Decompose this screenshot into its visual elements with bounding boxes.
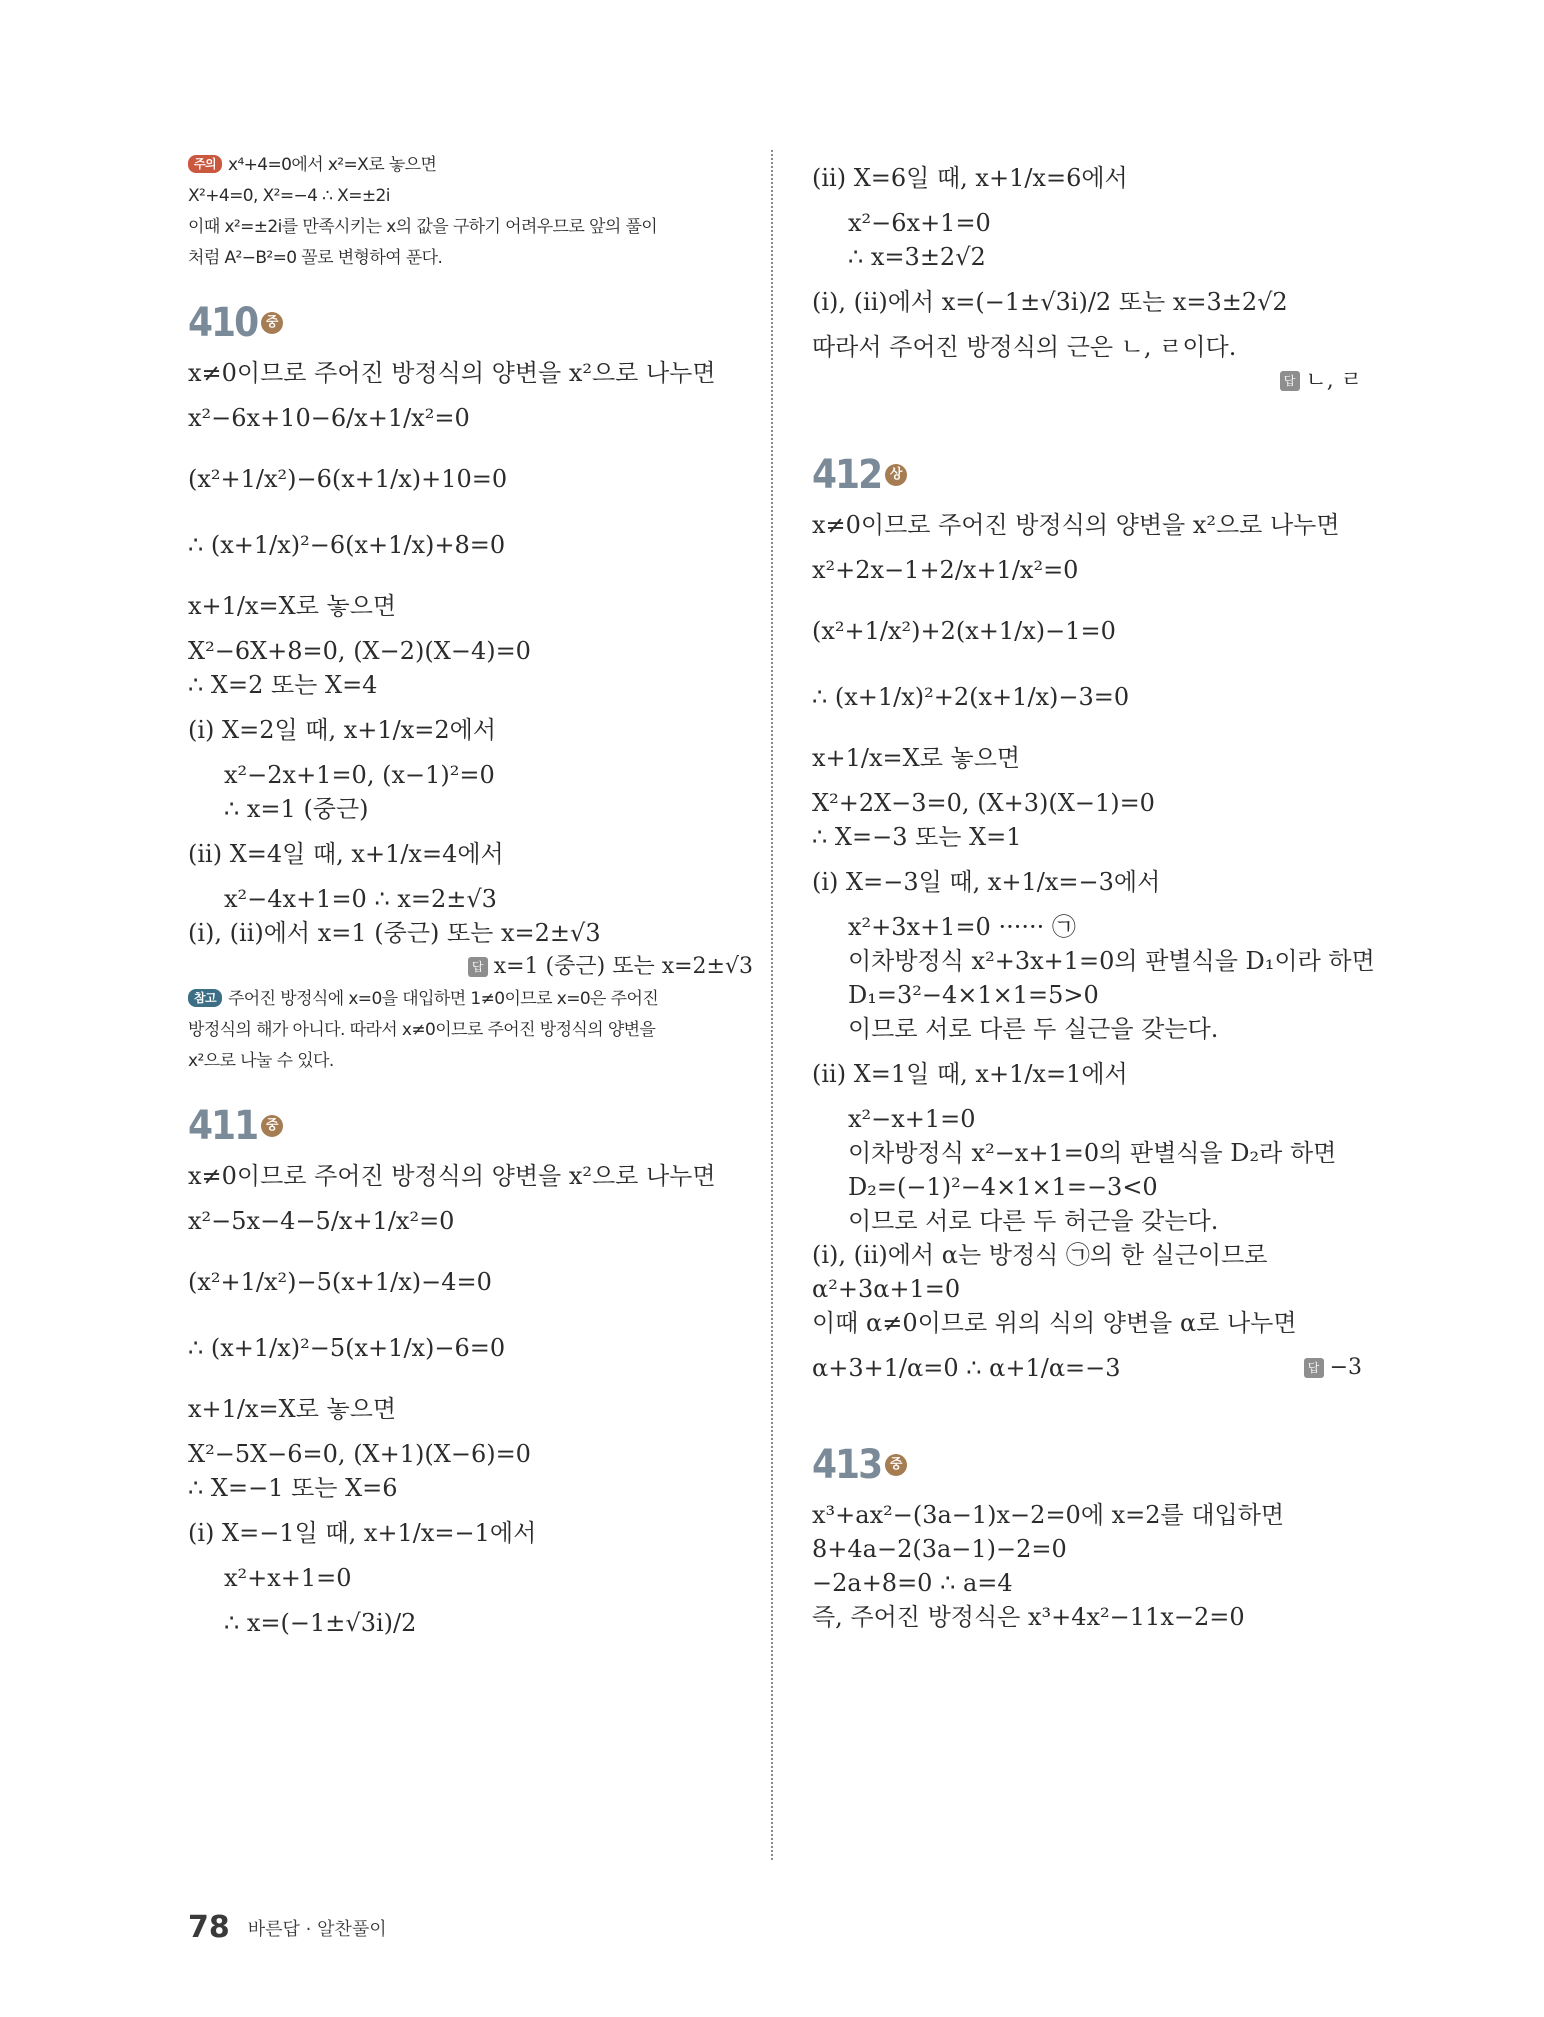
solution-line: (i), (ii)에서 x=1 (중근) 또는 x=2±√3 (188, 919, 601, 947)
solution-line: (i), (ii)에서 x=(−1±√3i)/2 또는 x=3±2√2 (812, 288, 1288, 316)
solution-line: 8+4a−2(3a−1)−2=0 (812, 1535, 1067, 1563)
solution-line: (i) X=−1일 때, x+1/x=−1에서 (188, 1519, 537, 1547)
solution-line: x²−2x+1=0, (x−1)²=0 (224, 761, 495, 789)
solution-line: D₁=3²−4×1×1=5>0 (848, 981, 1099, 1009)
problem-411-continued (812, 150, 1362, 398)
answer-411 (812, 364, 1362, 398)
solution-line: α²+3α+1=0 (812, 1275, 961, 1303)
solution-line: (i), (ii)에서 α는 방정식 ㉠의 한 실근이므로 (812, 1241, 1268, 1269)
solution-line: ∴ (x+1/x)²−5(x+1/x)−6=0 (188, 1334, 506, 1362)
problem-413-solution (812, 1498, 1362, 1634)
problem-410-header (188, 294, 753, 350)
page-footer (188, 1910, 387, 1945)
problem-411-header (188, 1097, 753, 1153)
solution-line: x²−6x+1=0 (848, 209, 991, 237)
problem-number: 412 (812, 451, 882, 498)
difficulty-badge: 중 (885, 1454, 907, 1476)
problem-number: 410 (188, 299, 258, 346)
solution-line: ∴ x=(−1±√3i)/2 (224, 1609, 417, 1637)
solution-line: α+3+1/α=0 ∴ α+1/α=−3 (812, 1354, 1121, 1382)
caution-line: 처럼 A²−B²=0 꼴로 변형하여 푼다. (188, 248, 443, 268)
reference-note (188, 984, 753, 1077)
solution-line: x²+x+1=0 (224, 1564, 352, 1592)
solution-line: x+1/x=X로 놓으면 (812, 744, 1021, 772)
solution-line: ∴ X=−3 또는 X=1 (812, 823, 1022, 851)
solution-line: (i) X=2일 때, x+1/x=2에서 (188, 716, 497, 744)
solution-line: (ii) X=1일 때, x+1/x=1에서 (812, 1060, 1128, 1088)
solution-line: 이차방정식 x²−x+1=0의 판별식을 D₂라 하면 (848, 1139, 1337, 1167)
problem-410-solution (188, 356, 753, 1077)
solution-line: x²+2x−1+2/x+1/x²=0 (812, 556, 1079, 584)
solution-line: 이차방정식 x²+3x+1=0의 판별식을 D₁이라 하면 (848, 947, 1375, 975)
solution-line: 이때 α≠0이므로 위의 식의 양변을 α로 나누면 (812, 1309, 1297, 1337)
solution-line: ∴ X=−1 또는 X=6 (188, 1474, 398, 1502)
solution-line: x+1/x=X로 놓으면 (188, 592, 397, 620)
problem-411-solution (188, 1159, 753, 1651)
solution-line: x²−x+1=0 (848, 1105, 976, 1133)
solution-line: (i) X=−3일 때, x+1/x=−3에서 (812, 868, 1161, 896)
answer-tag: 답 (1280, 371, 1300, 391)
solution-line: x²−5x−4−5/x+1/x²=0 (188, 1207, 455, 1235)
solution-line: x≠0이므로 주어진 방정식의 양변을 x²으로 나누면 (812, 511, 1340, 539)
answer-410 (188, 950, 753, 984)
solution-line: ∴ x=1 (중근) (224, 795, 369, 823)
solution-line: x≠0이므로 주어진 방정식의 양변을 x²으로 나누면 (188, 1162, 716, 1190)
solution-line: X²+2X−3=0, (X+3)(X−1)=0 (812, 789, 1155, 817)
answer-412 (1304, 1340, 1362, 1396)
reference-line: 주어진 방정식에 x=0을 대입하면 1≠0이므로 x=0은 주어진 (227, 989, 659, 1009)
solution-line: x≠0이므로 주어진 방정식의 양변을 x²으로 나누면 (188, 359, 716, 387)
reference-line: 방정식의 해가 아니다. 따라서 x≠0이므로 주어진 방정식의 양변을 (188, 1020, 656, 1040)
caution-note (188, 150, 753, 274)
solution-line: x²+3x+1=0 ······ ㉠ (848, 913, 1076, 941)
solution-last-line (812, 1340, 1362, 1396)
problem-number: 411 (188, 1102, 258, 1149)
caution-line: 이때 x²=±2i를 만족시키는 x의 값을 구하기 어려우므로 앞의 풀이 (188, 217, 658, 237)
difficulty-badge: 상 (885, 464, 907, 486)
solution-line: x²−6x+10−6/x+1/x²=0 (188, 404, 470, 432)
right-column (812, 150, 1375, 1634)
problem-number: 413 (812, 1441, 882, 1488)
book-title: 바른답 · 알찬풀이 (247, 1918, 387, 1940)
solution-line: ∴ X=2 또는 X=4 (188, 671, 378, 699)
column-divider (771, 150, 773, 1860)
solution-line: 즉, 주어진 방정식은 x³+4x²−11x−2=0 (812, 1603, 1245, 1631)
solution-line: (ii) X=4일 때, x+1/x=4에서 (188, 840, 504, 868)
difficulty-badge: 중 (261, 312, 283, 334)
caution-tag: 주의 (188, 155, 222, 173)
solution-line: 이므로 서로 다른 두 허근을 갖는다. (848, 1207, 1219, 1235)
solution-line: x²−4x+1=0 ∴ x=2±√3 (224, 885, 497, 913)
reference-line: x²으로 나눌 수 있다. (188, 1051, 334, 1071)
caution-line: x⁴+4=0에서 x²=X로 놓으면 (227, 155, 437, 175)
problem-412-header (812, 446, 1362, 502)
solution-line: x³+ax²−(3a−1)x−2=0에 x=2를 대입하면 (812, 1501, 1285, 1529)
answer-text: ㄴ, ㄹ (1305, 368, 1362, 393)
reference-tag: 참고 (188, 989, 222, 1007)
solution-line: (x²+1/x²)+2(x+1/x)−1=0 (812, 617, 1116, 645)
solution-line: (x²+1/x²)−5(x+1/x)−4=0 (188, 1268, 492, 1296)
answer-tag: 답 (468, 957, 488, 977)
solution-line: 이므로 서로 다른 두 실근을 갖는다. (848, 1015, 1219, 1043)
page-number: 78 (188, 1910, 230, 1945)
solution-line: D₂=(−1)²−4×1×1=−3<0 (848, 1173, 1158, 1201)
solution-line: ∴ (x+1/x)²−6(x+1/x)+8=0 (188, 531, 506, 559)
answer-text: x=1 (중근) 또는 x=2±√3 (493, 954, 753, 979)
solution-line: X²−6X+8=0, (X−2)(X−4)=0 (188, 637, 531, 665)
left-column (188, 150, 753, 1651)
solution-line: −2a+8=0 ∴ a=4 (812, 1569, 1013, 1597)
solution-line: (ii) X=6일 때, x+1/x=6에서 (812, 164, 1128, 192)
solution-line: X²−5X−6=0, (X+1)(X−6)=0 (188, 1440, 531, 1468)
solution-line: (x²+1/x²)−6(x+1/x)+10=0 (188, 465, 508, 493)
difficulty-badge: 중 (261, 1115, 283, 1137)
solution-line: ∴ (x+1/x)²+2(x+1/x)−3=0 (812, 683, 1130, 711)
problem-413-header (812, 1436, 1362, 1492)
solution-line: x+1/x=X로 놓으면 (188, 1395, 397, 1423)
answer-text: −3 (1329, 1355, 1362, 1380)
answer-tag: 답 (1304, 1358, 1324, 1378)
solution-line: 따라서 주어진 방정식의 근은 ㄴ, ㄹ이다. (812, 333, 1237, 361)
problem-412-solution (812, 508, 1375, 1396)
solution-line: ∴ x=3±2√2 (848, 243, 986, 271)
caution-line: X²+4=0, X²=−4 ∴ X=±2i (188, 186, 390, 206)
